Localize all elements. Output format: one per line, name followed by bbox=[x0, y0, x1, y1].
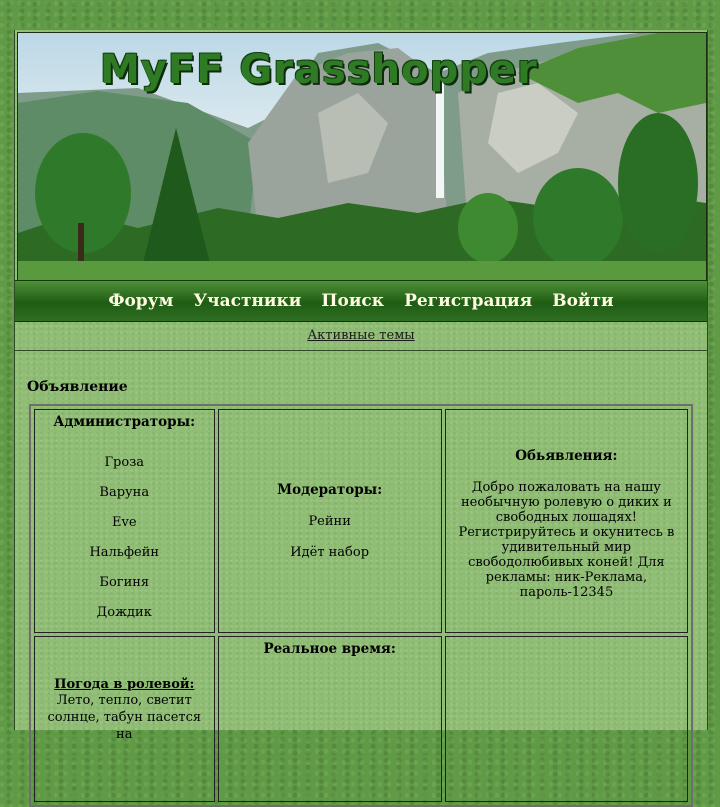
moderators-header: Модераторы: bbox=[277, 482, 383, 498]
admin-name[interactable]: Eve bbox=[111, 515, 137, 530]
notices-text: Добро пожаловать на нашу необычную ролевую о диких и свободных лошадях! Регистрируйтесь и окунитесь в удивительный мир свободолюбивых коней! Для рекламы: ник-Реклама, пароль-12345 bbox=[458, 480, 675, 600]
weather-header: Погода в ролевой: bbox=[54, 677, 195, 692]
active-topics-link[interactable]: Активные темы bbox=[307, 327, 415, 343]
nav-register[interactable]: Регистрация bbox=[404, 291, 533, 311]
weather-text: Лето, тепло, светит солнце, табун пасется на bbox=[47, 693, 202, 742]
empty-cell bbox=[445, 636, 688, 802]
weather-cell bbox=[34, 636, 215, 802]
announcement-table bbox=[29, 404, 693, 807]
admin-name[interactable]: Варуна bbox=[99, 485, 150, 500]
nav-login[interactable]: Войти bbox=[552, 291, 614, 311]
admins-cell bbox=[34, 409, 215, 633]
main-navigation bbox=[15, 280, 707, 322]
admin-name[interactable]: Нальфейн bbox=[89, 545, 160, 560]
notices-header: Обьявления: bbox=[515, 448, 618, 464]
announcement-title: Объявление bbox=[27, 379, 128, 395]
admin-name[interactable]: Богиня bbox=[99, 575, 150, 590]
realtime-header: Реальное время: bbox=[263, 641, 396, 657]
nav-forum[interactable]: Форум bbox=[108, 291, 174, 311]
site-logo[interactable]: MyFF Grasshopper bbox=[100, 47, 538, 93]
nav-search[interactable]: Поиск bbox=[321, 291, 385, 311]
nav-members[interactable]: Участники bbox=[193, 291, 302, 311]
realtime-cell bbox=[218, 636, 442, 802]
header-banner bbox=[17, 32, 707, 282]
moderator-name[interactable]: Рейни bbox=[308, 514, 351, 529]
moderator-status: Идёт набор bbox=[290, 545, 370, 560]
notices-cell bbox=[445, 409, 688, 633]
admin-name[interactable]: Дождик bbox=[96, 605, 152, 620]
admins-header: Администраторы: bbox=[53, 414, 196, 430]
admin-name[interactable]: Гроза bbox=[104, 455, 145, 470]
sub-navigation bbox=[15, 320, 707, 351]
moderators-cell bbox=[218, 409, 442, 633]
page-wrapper bbox=[14, 30, 708, 742]
